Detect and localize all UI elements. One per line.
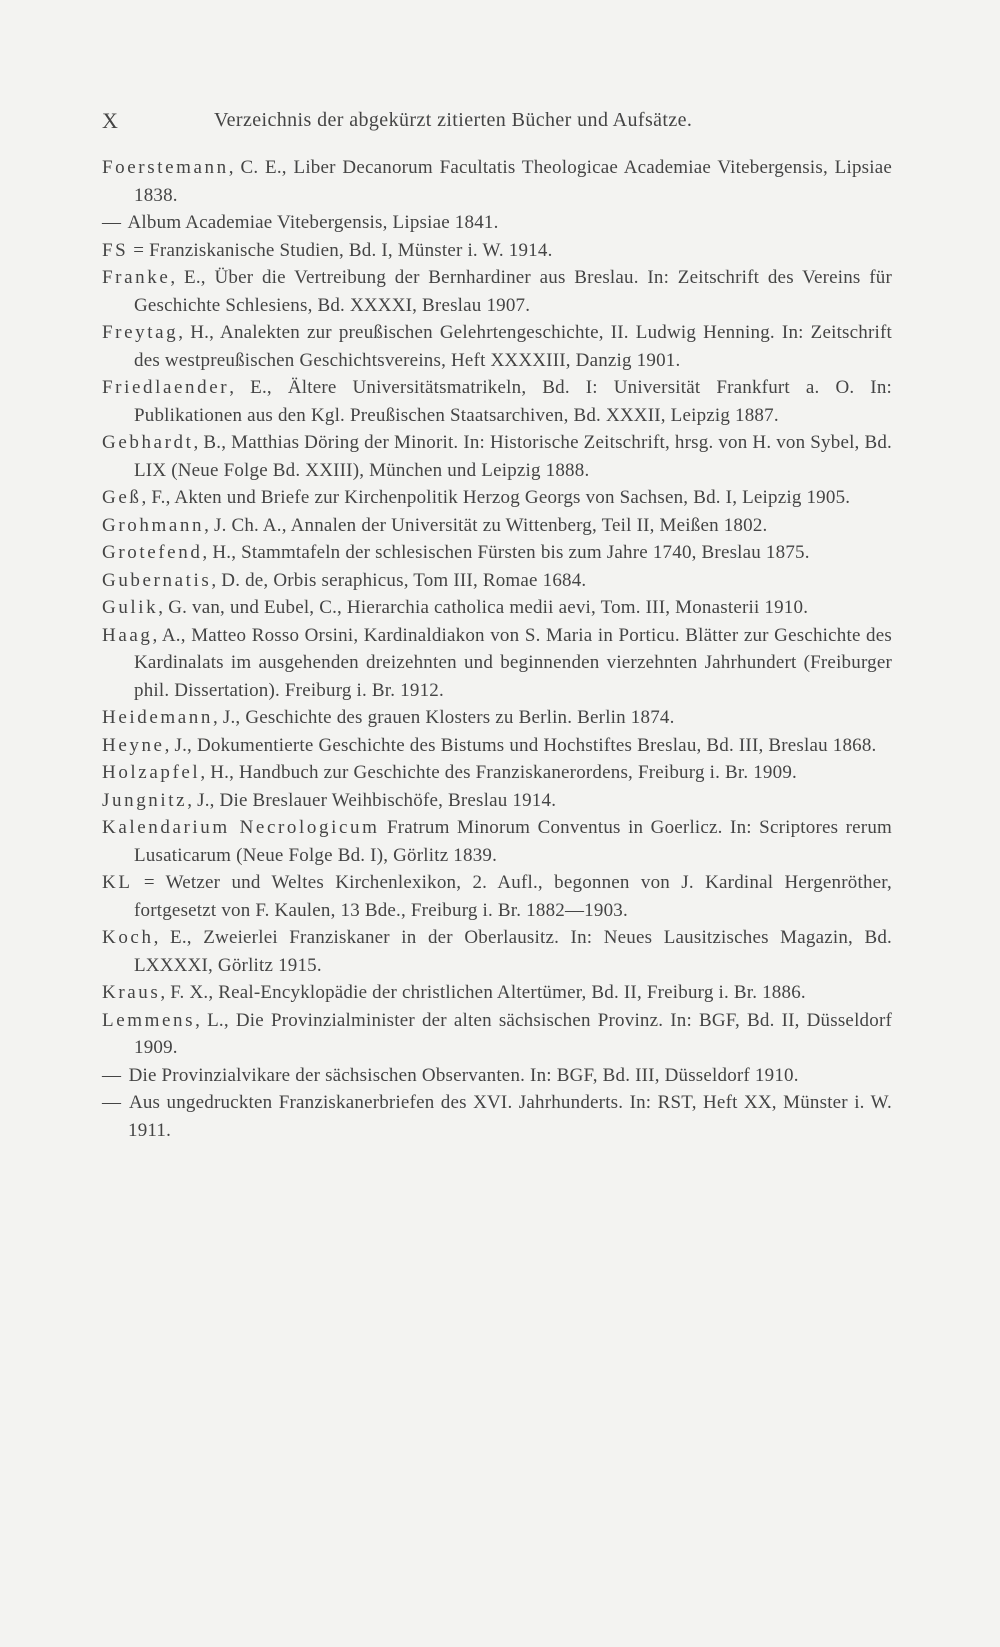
page-header bbox=[102, 108, 902, 138]
bibliography-list bbox=[102, 154, 892, 1144]
bibliography-entry bbox=[102, 1089, 892, 1144]
entry-text: Album Academiae Vitebergensis, Lipsiae 1841. bbox=[127, 212, 499, 233]
entry-author: Koch bbox=[102, 927, 154, 948]
bibliography-entry bbox=[102, 539, 892, 567]
entry-separator: , bbox=[204, 514, 214, 536]
entry-separator: , bbox=[152, 624, 162, 646]
entry-text: J., Dokumentierte Geschichte des Bistums und Hochstiftes Breslau, Bd. III, Breslau 1868. bbox=[174, 734, 877, 756]
entry-text: J. Ch. A., Annalen der Universität zu Wittenberg, Teil II, Meißen 1802. bbox=[213, 514, 768, 536]
bibliography-entry bbox=[102, 567, 892, 595]
entry-separator: , bbox=[170, 267, 185, 288]
entry-author: KL bbox=[102, 872, 133, 893]
entry-text: E., Ältere Universitätsmatrikeln, Bd. I: Universität Frankfurt a. O. In: Publikationen aus den Kgl. Preußischen Staatsarchiven, Bd. XXXII, Leipzig 1887. bbox=[134, 377, 893, 426]
entry-separator: , bbox=[187, 789, 198, 811]
entry-text: D. de, Orbis seraphicus, Tom III, Romae 1684. bbox=[221, 569, 587, 591]
entry-separator: , bbox=[229, 377, 251, 398]
bibliography-entry bbox=[102, 704, 892, 732]
bibliography-entry bbox=[102, 429, 892, 484]
bibliography-entry bbox=[102, 787, 892, 815]
bibliography-entry bbox=[102, 979, 892, 1007]
entry-author: — bbox=[102, 212, 124, 233]
entry-author: Holzapfel bbox=[102, 762, 201, 783]
entry-text: L., Die Provinzialminister der alten sächsischen Provinz. In: BGF, Bd. II, Düsseldorf 1909. bbox=[134, 1009, 892, 1058]
entry-separator: , bbox=[211, 569, 222, 591]
entry-author: Heidemann bbox=[102, 707, 213, 728]
entry-separator: , bbox=[212, 707, 223, 728]
entry-separator: , bbox=[200, 762, 211, 783]
entry-separator: , bbox=[195, 1009, 208, 1031]
bibliography-entry bbox=[102, 154, 892, 209]
bibliography-entry bbox=[102, 319, 892, 374]
entry-text: J., Geschichte des grauen Klosters zu Berlin. Berlin 1874. bbox=[222, 707, 675, 728]
running-title: Verzeichnis der abgekürzt zitierten Bücher und Aufsätze. bbox=[214, 109, 693, 131]
bibliography-entry bbox=[102, 484, 892, 512]
entry-text: Aus ungedruckten Franziskanerbriefen des XVI. Jahrhunderts. In: RST, Heft XX, Münster i. W. 1911. bbox=[128, 1092, 892, 1141]
entry-text: Fratrum Minorum Conventus in Goerlicz. In: Scriptores rerum Lusaticarum (Neue Folge Bd. I), Görlitz 1839. bbox=[134, 817, 893, 866]
entry-author: — bbox=[102, 1092, 124, 1113]
entry-text: A., Matteo Rosso Orsini, Kardinaldiakon von S. Maria in Porticu. Blätter zur Geschichte des Kardinalats im ausgehenden dreizehnten und beginnenden vierzehnten Jahrhundert (Freiburger phil. Dissertation). Freiburg i. Br. 1912. bbox=[134, 624, 892, 701]
bibliography-entry bbox=[102, 512, 892, 540]
bibliography-entry bbox=[102, 732, 892, 760]
entry-separator: , bbox=[228, 157, 241, 178]
bibliography-entry bbox=[102, 759, 892, 787]
entry-author: Haag bbox=[102, 624, 153, 646]
entry-author: Franke bbox=[102, 267, 171, 288]
entry-author: Foerstemann bbox=[102, 157, 229, 178]
entry-text: B., Matthias Döring der Minorit. In: Historische Zeitschrift, hrsg. von H. von Sybel, Bd. LIX (Neue Folge Bd. XXIII), München und Leipzig 1888. bbox=[134, 432, 892, 481]
entry-separator: , bbox=[153, 927, 171, 948]
entry-author: Gulik bbox=[102, 597, 159, 618]
bibliography-entry bbox=[102, 237, 892, 265]
bibliography-entry bbox=[102, 924, 892, 979]
entry-author: Heyne bbox=[102, 734, 165, 756]
entry-text: H., Analekten zur preußischen Gelehrtengeschichte, II. Ludwig Henning. In: Zeitschrift des westpreußischen Geschichtsvereins, Heft XXXXIII, Danzig 1901. bbox=[134, 322, 892, 371]
entry-separator: , bbox=[193, 432, 204, 453]
bibliography-entry bbox=[102, 594, 892, 622]
entry-text: E., Über die Vertreibung der Bernhardiner aus Breslau. In: Zeitschrift des Vereins für Geschichte Schlesiens, Bd. XXXXI, Breslau 1907. bbox=[134, 267, 892, 316]
entry-author: Lemmens bbox=[102, 1009, 196, 1031]
bibliography-entry bbox=[102, 264, 892, 319]
entry-author: Freytag bbox=[102, 322, 179, 343]
entry-author: Jungnitz bbox=[102, 789, 188, 811]
entry-text: = Wetzer und Weltes Kirchenlexikon, 2. Aufl., begonnen von J. Kardinal Hergenröther, fortgesetzt von F. Kaulen, 13 Bde., Freiburg i. Br. 1882—1903. bbox=[134, 872, 893, 921]
entry-text: F. X., Real-Encyklopädie der christlichen Altertümer, Bd. II, Freiburg i. Br. 1886. bbox=[170, 982, 806, 1003]
entry-author: Friedlaender bbox=[102, 377, 230, 398]
entry-text: C. E., Liber Decanorum Facultatis Theologicae Academiae Vitebergensis, Lipsiae 1838. bbox=[134, 157, 892, 206]
entry-separator: , bbox=[178, 322, 191, 343]
entry-text: J., Die Breslauer Weihbischöfe, Breslau 1914. bbox=[197, 789, 557, 811]
bibliography-entry bbox=[102, 814, 892, 869]
entry-author: Geß bbox=[102, 487, 142, 508]
entry-text: Die Provinzialvikare der sächsischen Observanten. In: BGF, Bd. III, Düsseldorf 1910. bbox=[128, 1064, 799, 1086]
bibliography-entry bbox=[102, 374, 892, 429]
entry-author: Kraus bbox=[102, 982, 161, 1003]
entry-author: Grotefend bbox=[102, 542, 203, 563]
entry-separator: , bbox=[141, 487, 152, 508]
entry-separator: , bbox=[164, 734, 175, 756]
entry-text: H., Stammtafeln der schlesischen Fürsten bis zum Jahre 1740, Breslau 1875. bbox=[212, 542, 810, 563]
bibliography-entry bbox=[102, 622, 892, 705]
entry-separator: , bbox=[202, 542, 213, 563]
page-number: X bbox=[102, 108, 119, 133]
entry-text: H., Handbuch zur Geschichte des Franziskanerordens, Freiburg i. Br. 1909. bbox=[210, 762, 797, 783]
entry-separator bbox=[380, 817, 387, 838]
bibliography-entry bbox=[102, 1007, 892, 1062]
entry-author: — bbox=[102, 1064, 124, 1086]
bibliography-entry bbox=[102, 209, 892, 237]
entry-author: Gebhardt bbox=[102, 432, 194, 453]
entry-author: FS bbox=[102, 239, 129, 261]
entry-text: G. van, und Eubel, C., Hierarchia catholica medii aevi, Tom. III, Monasterii 1910. bbox=[168, 597, 809, 618]
entry-separator bbox=[133, 872, 144, 893]
bibliography-entry bbox=[102, 1062, 892, 1090]
bibliography-entry bbox=[102, 869, 892, 924]
entry-text: E., Zweierlei Franziskaner in der Oberlausitz. In: Neues Lausitzisches Magazin, Bd. LXXXXI, Görlitz 1915. bbox=[134, 927, 892, 976]
entry-author: Kalendarium Necrologicum bbox=[102, 817, 380, 838]
entry-text: = Franziskanische Studien, Bd. I, Münster i. W. 1914. bbox=[133, 239, 553, 261]
entry-author: Grohmann bbox=[102, 514, 205, 536]
entry-text: F., Akten und Briefe zur Kirchenpolitik Herzog Georgs von Sachsen, Bd. I, Leipzig 1905. bbox=[151, 487, 851, 508]
entry-separator: , bbox=[160, 982, 171, 1003]
entry-separator: , bbox=[158, 597, 169, 618]
entry-author: Gubernatis bbox=[102, 569, 212, 591]
